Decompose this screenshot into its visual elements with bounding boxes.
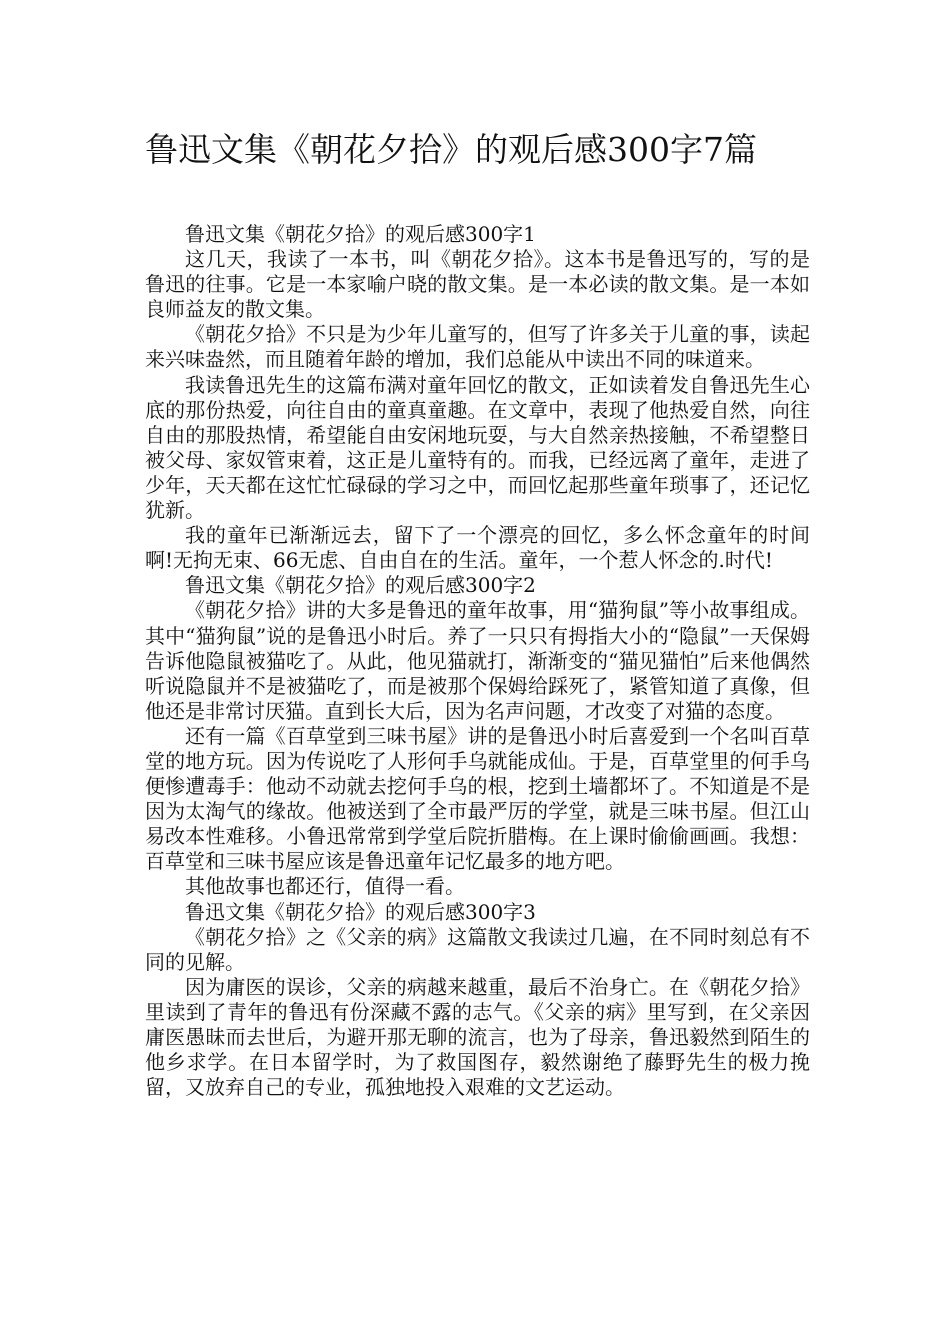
essay-1-heading: 鲁迅文集《朝花夕拾》的观后感300字1 xyxy=(185,222,536,246)
paragraph: 我读鲁迅先生的这篇布满对童年回忆的散文，正如读着发自鲁迅先生心底的那份热爱，向往自由的童真童趣。在文章中，表现了他热爱自然，向往自由的那股热情，希望能自由安闲地玩耍，与大自然亲热接触，不希望整日被父母、家奴管束着，这正是儿童特有的。而我，已经远离了童年，走进了少年，天天都在这忙忙碌碌的学习之中，而回忆起那些童年琐事了，还记忆犹新。 xyxy=(145,372,810,523)
paragraph: 《朝花夕拾》不只是为少年儿童写的，但写了许多关于儿童的事，读起来兴味盎然，而且随着年龄的增加，我们总能从中读出不同的味道来。 xyxy=(145,322,810,372)
document-body xyxy=(145,222,810,1100)
paragraph: 《朝花夕拾》之《父亲的病》这篇散文我读过几遍，在不同时刻总有不同的见解。 xyxy=(145,924,810,974)
paragraph: 这几天，我读了一本书，叫《朝花夕拾》。这本书是鲁迅写的，写的是鲁迅的往事。它是一本家喻户晓的散文集。是一本必读的散文集。是一本如良师益友的散文集。 xyxy=(145,247,810,322)
paragraph: 还有一篇《百草堂到三味书屋》讲的是鲁迅小时后喜爱到一个名叫百草堂的地方玩。因为传说吃了人形何手乌就能成仙。于是，百草堂里的何手乌便惨遭毒手：他动不动就去挖何手乌的根，挖到土墙都坏了。不知道是不是因为太淘气的缘故。他被送到了全市最严厉的学堂，就是三味书屋。但江山易改本性难移。小鲁迅常常到学堂后院折腊梅。在上课时偷偷画画。我想：百草堂和三味书屋应该是鲁迅童年记忆最多的地方吧。 xyxy=(145,723,810,874)
document-title: 鲁迅文集《朝花夕拾》的观后感300字7篇 xyxy=(145,130,757,169)
essay-3-heading: 鲁迅文集《朝花夕拾》的观后感300字3 xyxy=(185,899,536,924)
paragraph: 其他故事也都还行，值得一看。 xyxy=(185,874,465,899)
paragraph: 因为庸医的误诊，父亲的病越来越重，最后不治身亡。在《朝花夕拾》里读到了青年的鲁迅有份深藏不露的志气。《父亲的病》里写到，在父亲因庸医愚昧而去世后，为避开那无聊的流言，也为了母亲，鲁迅毅然到陌生的他乡求学。在日本留学时，为了救国图存，毅然谢绝了藤野先生的极力挽留，又放弃自己的专业，孤独地投入艰难的文艺运动。 xyxy=(145,974,810,1100)
paragraph: 《朝花夕拾》讲的大多是鲁迅的童年故事，用“猫狗鼠”等小故事组成。其中“猫狗鼠”说的是鲁迅小时后。养了一只只有拇指大小的“隐鼠”一天保姆告诉他隐鼠被猫吃了。从此，他见猫就打，渐渐变的“猫见猫怕”后来他偶然听说隐鼠并不是被猫吃了，而是被那个保姆给踩死了，紧管知道了真像，但他还是非常讨厌猫。直到长大后，因为名声问题，才改变了对猫的态度。 xyxy=(145,598,810,723)
essay-2-heading: 鲁迅文集《朝花夕拾》的观后感300字2 xyxy=(185,573,536,598)
paragraph: 我的童年已渐渐远去，留下了一个漂亮的回忆，多么怀念童年的时间啊!无拘无束、66无虑、自由自在的生活。童年，一个惹人怀念的.时代! xyxy=(145,523,810,573)
